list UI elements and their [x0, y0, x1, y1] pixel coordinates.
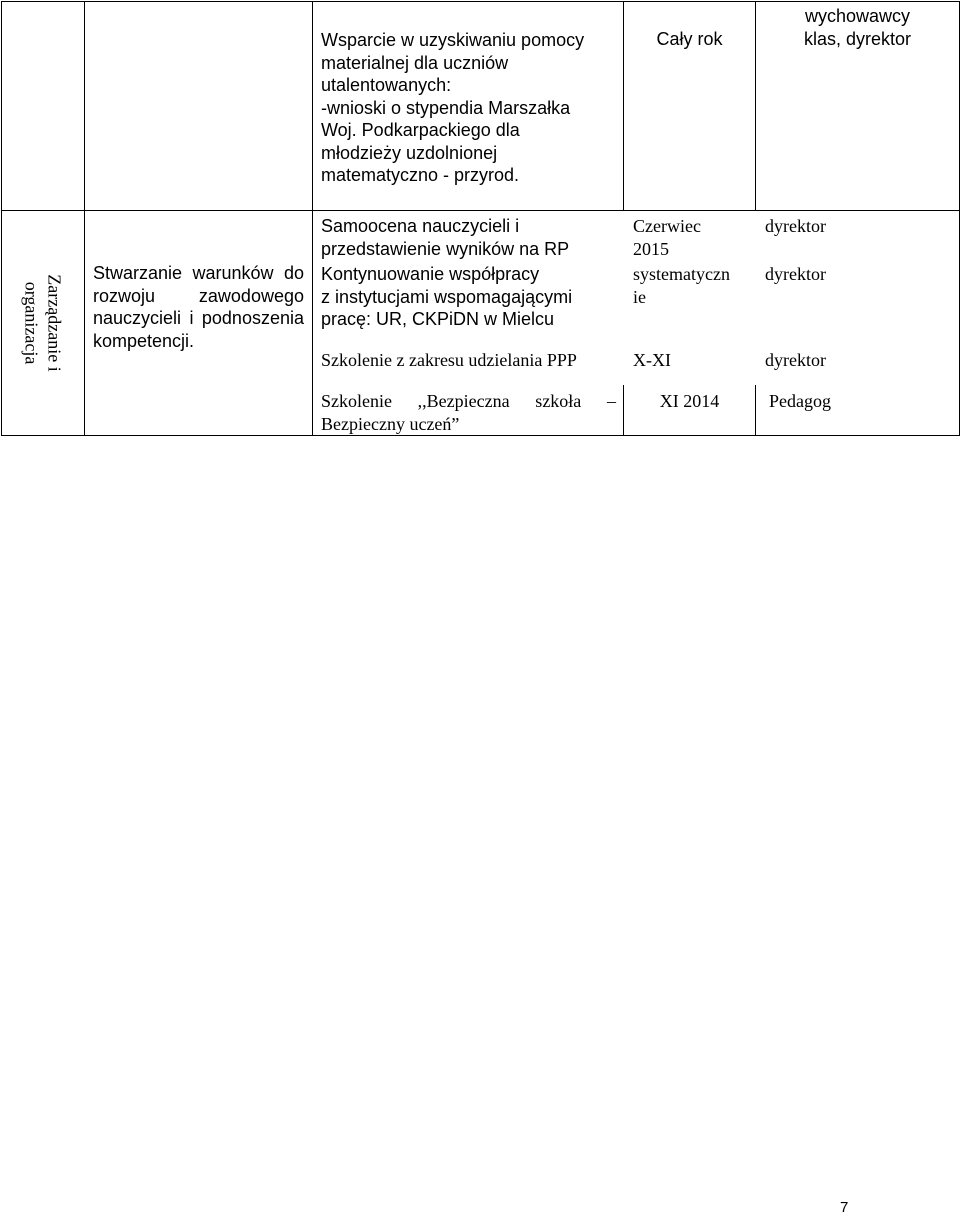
table-border-bottom [1, 435, 959, 436]
row1-term: Cały rok [656, 29, 723, 49]
term-systematically: systematyczn ie [633, 264, 730, 307]
responsible-director: dyrektor [765, 216, 826, 236]
area-cell [1, 211, 84, 435]
table-row-divider [1, 210, 959, 211]
activity-safety-training: Szkolenie ,,Bezpieczna szkoła – Bezpieczny uczeń” [321, 391, 616, 434]
goal-text: Stwarzanie warunków do rozwoju zawodowego nauczycieli i podnoszenia kompetencji. [93, 263, 304, 351]
responsible-pedagog: Pedagog [769, 391, 831, 411]
row1-responsible: wychowawcy klas, dyrektor [803, 6, 912, 49]
row1-activity: Wsparcie w uzyskiwaniu pomocy materialnej dla uczniów utalentowanych: -wnioski o stypendia Marszałka Woj. Podkarpackiego dla młodzieży uzdolnionej matematyczno - przyrod. [321, 30, 585, 185]
activity-cooperation: Kontynuowanie współpracy z instytucjami wspomagającymi pracę: UR, CKPiDN w Mielcu [321, 264, 573, 329]
term-june-2015: Czerwiec 2015 [633, 216, 701, 259]
area-label: Zarządzanie i organizacja [21, 274, 64, 372]
term-xi-2014: XI 2014 [659, 391, 720, 411]
responsible-director: dyrektor [765, 350, 826, 370]
term-x-xi: X-XI [633, 350, 671, 370]
table-border-top [1, 1, 959, 2]
activity-ppp-training: Szkolenie z zakresu udzielania PPP [321, 350, 577, 370]
responsible-director: dyrektor [765, 264, 826, 284]
table-column-divider [312, 1, 313, 436]
activity-self-assessment: Samoocena nauczycieli i przedstawienie wyników na RP [321, 216, 570, 259]
page-number: 7 [840, 1199, 849, 1216]
table-column-divider [84, 1, 85, 436]
